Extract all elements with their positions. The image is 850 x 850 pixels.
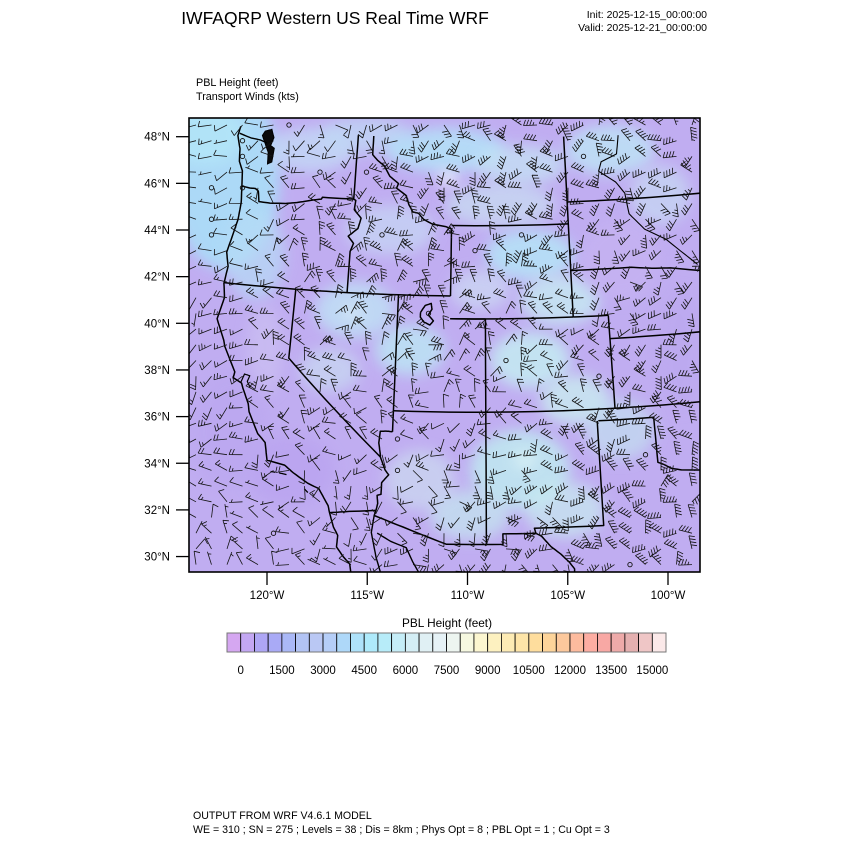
colorbar-cell [350,633,364,652]
colorbar-cell [597,633,611,652]
colorbar-cell [447,633,461,652]
lat-tick-label: 32°N [144,504,170,517]
lat-tick-label: 44°N [144,225,170,237]
colorbar-cell [639,633,653,652]
model-config-note: WE = 310 ; SN = 275 ; Levels = 38 ; Dis = 8km ; Phys Opt = 8 ; PBL Opt = 1 ; Cu Opt = 3 [193,823,610,836]
wind-label: Transport Winds (kts) [196,90,299,103]
lat-tick-label: 40°N [144,318,170,331]
colorbar-title: PBL Height (feet) [401,616,493,630]
colorbar-cell [488,633,502,652]
colorbar-tick-label: 9000 [474,665,501,677]
model-output-note: OUTPUT FROM WRF V4.6.1 MODEL [193,810,372,822]
lat-tick-label: 38°N [144,364,170,377]
colorbar-cell [460,633,474,652]
model-init-time: Init: 2025-12-15_00:00:00 [586,9,707,21]
colorbar-cell [296,633,310,652]
colorbar-cell [652,633,666,652]
colorbar-cell [268,633,282,652]
lat-tick-label: 36°N [144,411,170,424]
colorbar-cell [625,633,639,652]
lat-tick-label: 46°N [144,178,170,191]
colorbar-cell [515,633,529,652]
colorbar-tick-label: 1500 [269,665,295,677]
lon-tick-label: 100°W [650,590,686,602]
lon-tick-label: 120°W [249,590,285,602]
colorbar-tick-label: 0 [237,665,244,677]
colorbar-cell [364,633,378,652]
pbl-shading-field [165,80,705,572]
colorbar-cell [405,633,419,652]
colorbar-tick-label: 13500 [595,665,628,677]
colorbar [227,633,668,677]
colorbar-cell [543,633,557,652]
colorbar-cell [392,633,406,652]
colorbar-cell [584,633,598,652]
colorbar-cell [378,633,392,652]
colorbar-tick-label: 12000 [554,665,586,677]
colorbar-cell [309,633,323,652]
footer-block [193,810,610,838]
colorbar-cell [611,633,625,652]
colorbar-cell [433,633,447,652]
colorbar-cell [323,633,337,652]
colorbar-tick-label: 10500 [512,665,545,677]
colorbar-cell [241,633,255,652]
colorbar-cell [570,633,584,652]
colorbar-tick-label: 3000 [310,665,336,677]
field-label: PBL Height (feet) [196,77,279,89]
lon-tick-label: 105°W [550,590,586,602]
colorbar-tick-label: 7500 [433,665,460,677]
lat-tick-label: 48°N [144,131,170,144]
colorbar-cell [419,633,433,652]
lat-tick-label: 42°N [144,271,170,284]
plot-title: IWFAQRP Western US Real Time WRF [181,8,489,28]
colorbar-cell [501,633,515,652]
colorbar-cell [529,633,543,652]
colorbar-tick-label: 6000 [392,665,419,677]
lon-tick-label: 115°W [350,590,385,602]
colorbar-tick-label: 15000 [636,665,669,677]
lon-tick-label: 110°W [450,590,485,602]
colorbar-tick-label: 4500 [351,665,377,677]
colorbar-cell [254,633,268,652]
az-nm [486,412,487,544]
colorbar-cell [282,633,296,652]
colorbar-cell [227,633,241,652]
colorbar-cell [337,633,351,652]
model-valid-time: Valid: 2025-12-21_00:00:00 [578,22,707,34]
lat-tick-label: 30°N [144,551,170,564]
colorbar-cell [556,633,570,652]
colorbar-cell [474,633,488,652]
lat-tick-label: 34°N [144,458,170,471]
